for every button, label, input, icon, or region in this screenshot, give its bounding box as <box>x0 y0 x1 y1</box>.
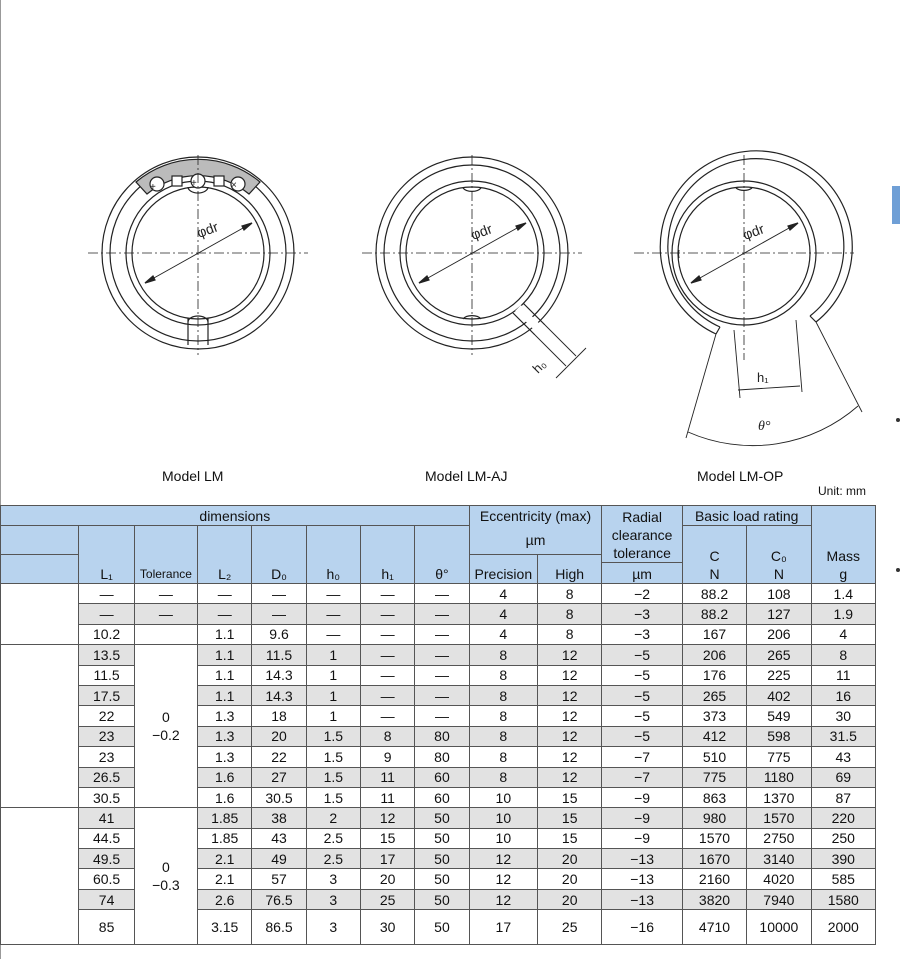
cell-radial: −7 <box>602 767 682 787</box>
cell-h0: 1 <box>306 706 360 726</box>
cell-h0: 2.5 <box>306 828 360 848</box>
table-row <box>1 645 876 665</box>
cell-C: 206 <box>682 645 746 665</box>
cell-h1: — <box>360 685 414 705</box>
cell-L1: — <box>79 604 134 624</box>
cell-theta: 50 <box>415 849 469 869</box>
table-row <box>1 910 876 945</box>
cell-C0: 3140 <box>747 849 811 869</box>
caption-model-lm-aj: Model LM-AJ <box>425 468 508 484</box>
caption-model-lm-op: Model LM-OP <box>697 468 784 484</box>
cell-h1: — <box>360 624 414 644</box>
header-mass <box>811 506 875 584</box>
header-mass-label: Mass <box>826 548 860 564</box>
cell-h0: — <box>306 604 360 624</box>
header-high: High <box>538 554 602 584</box>
model-cell <box>1 808 79 945</box>
cell-radial: −5 <box>602 685 682 705</box>
specification-table <box>0 505 876 945</box>
cell-C: 1670 <box>682 849 746 869</box>
header-mass-unit: g <box>839 566 848 582</box>
cell-mass: 16 <box>811 685 875 705</box>
cell-h1: — <box>360 706 414 726</box>
cell-L2: 2.6 <box>198 889 252 909</box>
header-h0: h₀ <box>306 526 360 584</box>
bolt-icon: + <box>150 182 156 193</box>
cell-C0: 549 <box>747 706 811 726</box>
cell-L1: 26.5 <box>79 767 134 787</box>
h1-label: h₁ <box>757 370 769 385</box>
cell-theta: — <box>415 665 469 685</box>
cell-L2: — <box>198 604 252 624</box>
cell-h1: 11 <box>360 767 414 787</box>
tolerance-upper: 0 <box>162 859 170 876</box>
cell-mass: 8 <box>811 645 875 665</box>
cell-mass: 1.4 <box>811 584 875 604</box>
cell-L2: 1.1 <box>198 645 252 665</box>
cell-tolerance-group <box>134 808 197 945</box>
cell-precision: 17 <box>469 910 537 945</box>
cell-theta: — <box>415 584 469 604</box>
header-D0: D₀ <box>252 526 306 584</box>
cell-precision: 8 <box>469 706 537 726</box>
cell-C: 373 <box>682 706 746 726</box>
model-cell <box>1 645 79 808</box>
header-tolerance: Tolerance <box>134 526 197 584</box>
cell-L2: — <box>198 584 252 604</box>
cell-precision: 8 <box>469 665 537 685</box>
cell-high: 12 <box>538 645 602 665</box>
cell-D0: 14.3 <box>252 665 306 685</box>
cell-C: 3820 <box>682 889 746 909</box>
cell-tolerance-group <box>134 645 197 808</box>
table-row <box>1 869 876 889</box>
model-lm-aj-diagram <box>362 155 586 378</box>
cell-C: 88.2 <box>682 604 746 624</box>
cell-L1: 49.5 <box>79 849 134 869</box>
header-precision: Precision <box>469 554 537 584</box>
cell-L1: 41 <box>79 808 134 828</box>
cell-L1: 30.5 <box>79 787 134 807</box>
cell-h0: 3 <box>306 910 360 945</box>
cell-high: 12 <box>538 685 602 705</box>
header-blank <box>1 526 79 555</box>
cell-radial: −9 <box>602 828 682 848</box>
cell-theta: — <box>415 624 469 644</box>
cell-C0: 598 <box>747 726 811 746</box>
cell-C: 2160 <box>682 869 746 889</box>
table-row <box>1 706 876 726</box>
table-body <box>1 584 876 945</box>
cell-L2: 1.85 <box>198 828 252 848</box>
cell-h0: 2 <box>306 808 360 828</box>
cell-L1: — <box>79 584 134 604</box>
cell-radial: −5 <box>602 665 682 685</box>
cell-h1: 30 <box>360 910 414 945</box>
cell-theta: 50 <box>415 910 469 945</box>
cell-theta: 50 <box>415 889 469 909</box>
header-L2: L₂ <box>198 526 252 584</box>
cell-h0: 1.5 <box>306 767 360 787</box>
cell-mass: 220 <box>811 808 875 828</box>
cell-radial: −13 <box>602 849 682 869</box>
cell-L2: 1.3 <box>198 706 252 726</box>
cell-C: 863 <box>682 787 746 807</box>
cell-L2: 1.1 <box>198 665 252 685</box>
cell-h1: 9 <box>360 747 414 767</box>
cell-L1: 13.5 <box>79 645 134 665</box>
table-row <box>1 726 876 746</box>
cell-h1: 15 <box>360 828 414 848</box>
cell-precision: 12 <box>469 889 537 909</box>
table-row <box>1 685 876 705</box>
cell-L2: 1.1 <box>198 624 252 644</box>
cell-C: 510 <box>682 747 746 767</box>
tolerance-lower: −0.3 <box>152 877 180 894</box>
cell-D0: — <box>252 604 306 624</box>
cell-tolerance: — <box>134 584 197 604</box>
cell-L1: 44.5 <box>79 828 134 848</box>
cell-mass: 43 <box>811 747 875 767</box>
cell-C: 775 <box>682 767 746 787</box>
cell-C: 167 <box>682 624 746 644</box>
cell-high: 20 <box>538 849 602 869</box>
cell-high: 12 <box>538 726 602 746</box>
lm-dr-label: φdr <box>194 218 221 241</box>
cell-h1: — <box>360 645 414 665</box>
cell-precision: 8 <box>469 767 537 787</box>
header-radial-unit: µm <box>602 563 682 584</box>
cell-D0: 30.5 <box>252 787 306 807</box>
header-h1: h₁ <box>360 526 414 584</box>
theta-label: θ° <box>758 419 771 434</box>
cell-h1: — <box>360 604 414 624</box>
cell-L1: 85 <box>79 910 134 945</box>
cell-radial: −9 <box>602 787 682 807</box>
cell-C0: 7940 <box>747 889 811 909</box>
cell-high: 15 <box>538 787 602 807</box>
cell-high: 8 <box>538 604 602 624</box>
cell-L1: 60.5 <box>79 869 134 889</box>
cell-high: 12 <box>538 665 602 685</box>
header-C0 <box>747 526 811 584</box>
cell-mass: 390 <box>811 849 875 869</box>
cell-precision: 4 <box>469 584 537 604</box>
table-row <box>1 747 876 767</box>
cell-h0: — <box>306 584 360 604</box>
model-cell <box>1 584 79 645</box>
cell-theta: 50 <box>415 808 469 828</box>
cell-theta: — <box>415 645 469 665</box>
cell-theta: 50 <box>415 869 469 889</box>
cell-high: 12 <box>538 747 602 767</box>
unit-label: Unit: mm <box>818 484 866 498</box>
cell-high: 25 <box>538 910 602 945</box>
cell-precision: 12 <box>469 849 537 869</box>
cell-D0: 20 <box>252 726 306 746</box>
cell-D0: — <box>252 584 306 604</box>
cell-L2: 1.85 <box>198 808 252 828</box>
cell-D0: 38 <box>252 808 306 828</box>
cell-theta: — <box>415 604 469 624</box>
cell-radial: −16 <box>602 910 682 945</box>
caption-model-lm: Model LM <box>162 468 224 484</box>
table-row <box>1 665 876 685</box>
cell-L2: 1.6 <box>198 787 252 807</box>
cell-D0: 18 <box>252 706 306 726</box>
cell-radial: −9 <box>602 808 682 828</box>
cell-C0: 402 <box>747 685 811 705</box>
cell-C0: 108 <box>747 584 811 604</box>
cell-L1: 11.5 <box>79 665 134 685</box>
cell-h1: 25 <box>360 889 414 909</box>
cell-h1: 20 <box>360 869 414 889</box>
cell-C0: 775 <box>747 747 811 767</box>
aj-dr-label: φdr <box>468 220 495 243</box>
cell-D0: 14.3 <box>252 685 306 705</box>
cell-L1: 23 <box>79 726 134 746</box>
cell-radial: −2 <box>602 584 682 604</box>
header-blank <box>1 554 79 584</box>
cell-h0: 1 <box>306 665 360 685</box>
cell-precision: 8 <box>469 685 537 705</box>
cell-high: 20 <box>538 869 602 889</box>
cell-radial: −5 <box>602 706 682 726</box>
cell-precision: 8 <box>469 645 537 665</box>
cell-theta: 60 <box>415 767 469 787</box>
cell-theta: — <box>415 706 469 726</box>
cell-high: 15 <box>538 828 602 848</box>
cell-L2: 3.15 <box>198 910 252 945</box>
cell-tolerance: — <box>134 604 197 624</box>
table-row <box>1 624 876 644</box>
header-C <box>682 526 746 584</box>
bolt-icon: + <box>191 178 197 189</box>
cell-high: 8 <box>538 624 602 644</box>
cell-h0: 3 <box>306 889 360 909</box>
cell-mass: 2000 <box>811 910 875 945</box>
model-lm-op-diagram <box>634 151 862 446</box>
cell-D0: 27 <box>252 767 306 787</box>
cell-h1: 11 <box>360 787 414 807</box>
cell-precision: 8 <box>469 726 537 746</box>
cell-C: 980 <box>682 808 746 828</box>
cell-L2: 1.3 <box>198 747 252 767</box>
table-row <box>1 849 876 869</box>
cell-mass: 11 <box>811 665 875 685</box>
cell-mass: 4 <box>811 624 875 644</box>
header-C-label: C <box>709 548 720 564</box>
cell-L1: 74 <box>79 889 134 909</box>
header-dimensions: dimensions <box>1 506 470 526</box>
cell-C0: 10000 <box>747 910 811 945</box>
cell-radial: −3 <box>602 604 682 624</box>
header-theta: θ° <box>415 526 469 584</box>
cell-C: 1570 <box>682 828 746 848</box>
table-row <box>1 889 876 909</box>
cell-h0: 1.5 <box>306 726 360 746</box>
header-eccentricity: Eccentricity (max) <box>469 506 602 526</box>
cell-h0: 1 <box>306 645 360 665</box>
header-L1: L₁ <box>79 526 134 584</box>
cell-precision: 4 <box>469 624 537 644</box>
cell-C0: 1370 <box>747 787 811 807</box>
cell-precision: 12 <box>469 869 537 889</box>
cell-precision: 4 <box>469 604 537 624</box>
cell-h0: 1.5 <box>306 747 360 767</box>
table-row <box>1 584 876 604</box>
header-C-unit: N <box>709 566 720 582</box>
cell-L1: 22 <box>79 706 134 726</box>
cell-mass: 1580 <box>811 889 875 909</box>
cell-L2: 1.6 <box>198 767 252 787</box>
header-basic-load: Basic load rating <box>682 506 811 526</box>
bearing-figures <box>0 0 900 470</box>
cell-high: 15 <box>538 808 602 828</box>
margin-dot <box>896 568 900 572</box>
cell-C: 412 <box>682 726 746 746</box>
cell-C: 4710 <box>682 910 746 945</box>
cell-h1: 17 <box>360 849 414 869</box>
cell-radial: −13 <box>602 889 682 909</box>
cell-L2: 1.3 <box>198 726 252 746</box>
cell-mass: 87 <box>811 787 875 807</box>
header-eccentricity-unit: µm <box>469 526 602 555</box>
cell-h0: 3 <box>306 869 360 889</box>
cell-L1: 17.5 <box>79 685 134 705</box>
cell-theta: 80 <box>415 747 469 767</box>
cell-high: 12 <box>538 706 602 726</box>
cell-radial: −5 <box>602 645 682 665</box>
cell-high: 20 <box>538 889 602 909</box>
cell-C0: 225 <box>747 665 811 685</box>
cell-C0: 265 <box>747 645 811 665</box>
cell-radial: −3 <box>602 624 682 644</box>
cell-radial: −13 <box>602 869 682 889</box>
header-C0-label: C₀ <box>770 548 787 564</box>
cell-C: 88.2 <box>682 584 746 604</box>
h0-label: h₀ <box>529 356 550 377</box>
cell-radial: −5 <box>602 726 682 746</box>
cell-mass: 69 <box>811 767 875 787</box>
cell-D0: 76.5 <box>252 889 306 909</box>
cell-D0: 11.5 <box>252 645 306 665</box>
bolt-icon: × <box>231 180 237 191</box>
cell-C0: 1570 <box>747 808 811 828</box>
header-radial-clearance <box>602 506 682 563</box>
cell-h1: 8 <box>360 726 414 746</box>
table-row <box>1 787 876 807</box>
cell-L2: 2.1 <box>198 869 252 889</box>
cell-mass: 1.9 <box>811 604 875 624</box>
tolerance-lower: −0.2 <box>152 727 180 744</box>
cell-h0: 1.5 <box>306 787 360 807</box>
table-row <box>1 808 876 828</box>
cell-theta: 60 <box>415 787 469 807</box>
table-row <box>1 604 876 624</box>
cell-C0: 4020 <box>747 869 811 889</box>
cell-h1: — <box>360 665 414 685</box>
cell-C: 265 <box>682 685 746 705</box>
cell-h1: 12 <box>360 808 414 828</box>
op-dr-label: φdr <box>740 220 767 243</box>
tolerance-upper: 0 <box>162 709 170 726</box>
header-C0-unit: N <box>773 566 784 582</box>
cell-mass: 30 <box>811 706 875 726</box>
cell-precision: 10 <box>469 787 537 807</box>
table-row <box>1 828 876 848</box>
cell-L2: 1.1 <box>198 685 252 705</box>
cell-C0: 127 <box>747 604 811 624</box>
cell-radial: −7 <box>602 747 682 767</box>
cell-L1: 23 <box>79 747 134 767</box>
table-row <box>1 767 876 787</box>
cell-theta: 50 <box>415 828 469 848</box>
cell-precision: 10 <box>469 808 537 828</box>
cell-mass: 250 <box>811 828 875 848</box>
cell-h0: — <box>306 624 360 644</box>
cell-C: 176 <box>682 665 746 685</box>
cell-theta: 80 <box>415 726 469 746</box>
cell-high: 8 <box>538 584 602 604</box>
cell-h0: 1 <box>306 685 360 705</box>
cell-h1: — <box>360 584 414 604</box>
cell-C0: 1180 <box>747 767 811 787</box>
header-radial-label: Radial clearance tolerance <box>611 509 673 561</box>
cell-tolerance <box>134 624 197 644</box>
cell-D0: 22 <box>252 747 306 767</box>
cell-theta: — <box>415 685 469 705</box>
cell-L1: 10.2 <box>79 624 134 644</box>
cell-mass: 31.5 <box>811 726 875 746</box>
cell-D0: 57 <box>252 869 306 889</box>
cell-D0: 9.6 <box>252 624 306 644</box>
cell-mass: 585 <box>811 869 875 889</box>
cell-C0: 2750 <box>747 828 811 848</box>
cell-high: 12 <box>538 767 602 787</box>
cell-D0: 86.5 <box>252 910 306 945</box>
cell-D0: 49 <box>252 849 306 869</box>
cell-h0: 2.5 <box>306 849 360 869</box>
model-lm-diagram <box>88 155 308 355</box>
cell-precision: 10 <box>469 828 537 848</box>
cell-precision: 8 <box>469 747 537 767</box>
cell-L2: 2.1 <box>198 849 252 869</box>
cell-D0: 43 <box>252 828 306 848</box>
cell-C0: 206 <box>747 624 811 644</box>
